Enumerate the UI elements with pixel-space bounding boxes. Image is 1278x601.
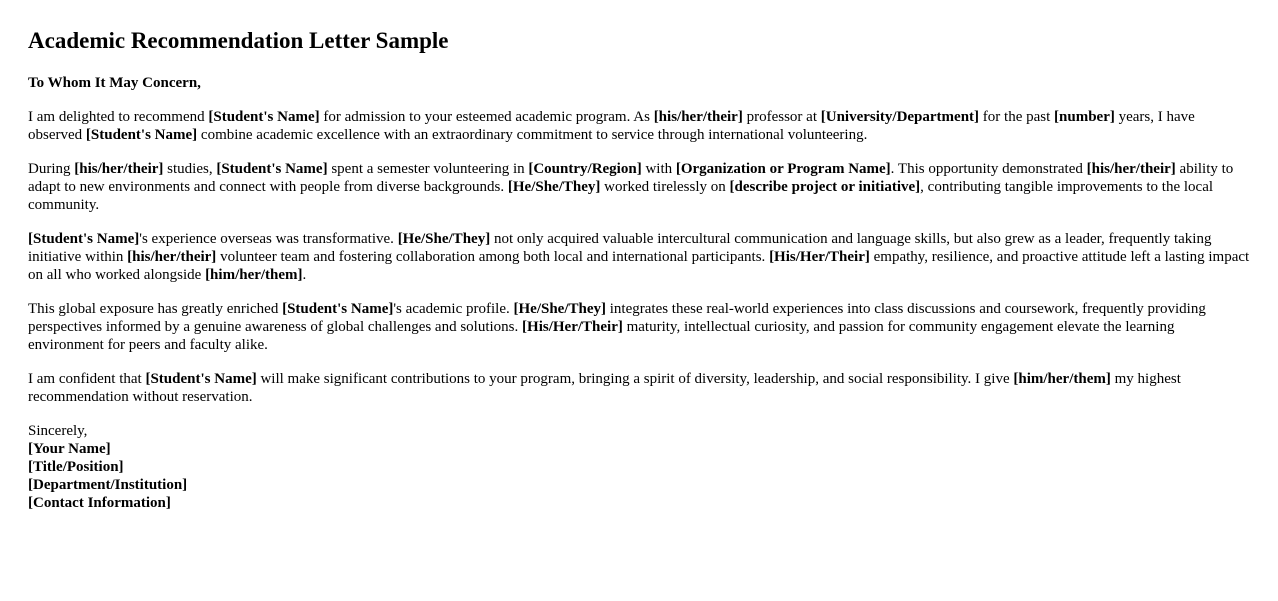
body-text: will make significant contributions to your program, bringing a spirit of diversity, leadership, and social responsibility. I give: [256, 371, 1014, 387]
body-text: This global exposure has greatly enriched: [28, 301, 283, 317]
placeholder-text: [He/She/They]: [513, 301, 606, 317]
placeholder-text: [his/her/their]: [653, 109, 743, 125]
body-text: years, I have observed: [28, 109, 1195, 143]
signature-closing: Sincerely,: [28, 423, 88, 439]
placeholder-text: [number]: [1054, 109, 1115, 125]
body-text: with: [641, 161, 676, 177]
placeholder-text: [Student's Name]: [216, 161, 328, 177]
body-paragraph-3: [28, 230, 1250, 284]
placeholder-text: [University/Department]: [820, 109, 980, 125]
signature-title: [Title/Position]: [28, 459, 124, 475]
placeholder-text: [He/She/They]: [507, 179, 601, 195]
body-text: I am delighted to recommend: [28, 109, 209, 125]
signature-department: [Department/Institution]: [28, 477, 188, 493]
body-paragraph-4: [28, 300, 1250, 354]
signature-contact: [Contact Information]: [28, 495, 171, 511]
body-text: , contributing tangible improvements to the local community.: [28, 179, 1214, 213]
body-text: I am confident that: [28, 371, 146, 387]
body-text: 's experience overseas was transformative.: [139, 231, 398, 247]
placeholder-text: [Student's Name]: [145, 371, 257, 387]
body-text: . This opportunity demonstrated: [890, 161, 1087, 177]
body-text: combine academic excellence with an extraordinary commitment to service through international volunteering.: [197, 127, 868, 143]
placeholder-text: [Country/Region]: [528, 161, 642, 177]
placeholder-text: [him/her/them]: [205, 267, 303, 283]
placeholder-text: [Student's Name]: [208, 109, 320, 125]
body-paragraph-1: [28, 108, 1250, 144]
body-text: .: [302, 267, 307, 283]
placeholder-text: [his/her/their]: [1086, 161, 1176, 177]
placeholder-text: [His/Her/Their]: [522, 319, 623, 335]
placeholder-text: [Student's Name]: [282, 301, 394, 317]
body-text: not only acquired valuable intercultural communication and language skills, but also grew as a leader, frequently taking initiative within: [28, 231, 1212, 265]
placeholder-text: [Organization or Program Name]: [675, 161, 891, 177]
body-text: maturity, intellectual curiosity, and passion for community engagement elevate the learning environment for peers and faculty alike.: [28, 319, 1175, 353]
placeholder-text: [Student's Name]: [85, 127, 198, 143]
salutation: To Whom It May Concern,: [28, 75, 201, 91]
page-title: Academic Recommendation Letter Sample: [28, 28, 449, 53]
body-text: empathy, resilience, and proactive attitude left a lasting impact on all who worked alongside: [28, 249, 1250, 283]
body-text: professor at: [742, 109, 821, 125]
placeholder-text: [His/Her/Their]: [769, 249, 870, 265]
body-text: my highest recommendation without reservation.: [28, 371, 1181, 405]
placeholder-text: [him/her/them]: [1013, 371, 1111, 387]
signature-name: [Your Name]: [28, 441, 111, 457]
placeholder-text: [his/her/their]: [74, 161, 164, 177]
body-paragraph-2: [28, 160, 1250, 214]
letter-body: [28, 108, 1250, 406]
body-text: worked tirelessly on: [600, 179, 730, 195]
placeholder-text: [his/her/their]: [127, 249, 217, 265]
body-text: ability to adapt to new environments and connect with people from diverse backgrounds.: [28, 161, 1234, 195]
placeholder-text: [He/She/They]: [397, 231, 491, 247]
body-text: volunteer team and fostering collaboration among both local and international participants.: [216, 249, 770, 265]
body-text: spent a semester volunteering in: [327, 161, 529, 177]
placeholder-text: [describe project or initiative]: [729, 179, 921, 195]
body-paragraph-5: [28, 370, 1250, 406]
placeholder-text: [Student's Name]: [28, 231, 140, 247]
body-text: During: [28, 161, 75, 177]
body-text: 's academic profile.: [393, 301, 514, 317]
body-text: for admission to your esteemed academic program. As: [319, 109, 654, 125]
body-text: integrates these real-world experiences into class discussions and coursework, frequently providing perspectives informed by a genuine awareness of global challenges and solutions.: [28, 301, 1206, 335]
body-text: studies,: [163, 161, 217, 177]
body-text: for the past: [979, 109, 1055, 125]
signature-block: [28, 422, 1250, 512]
